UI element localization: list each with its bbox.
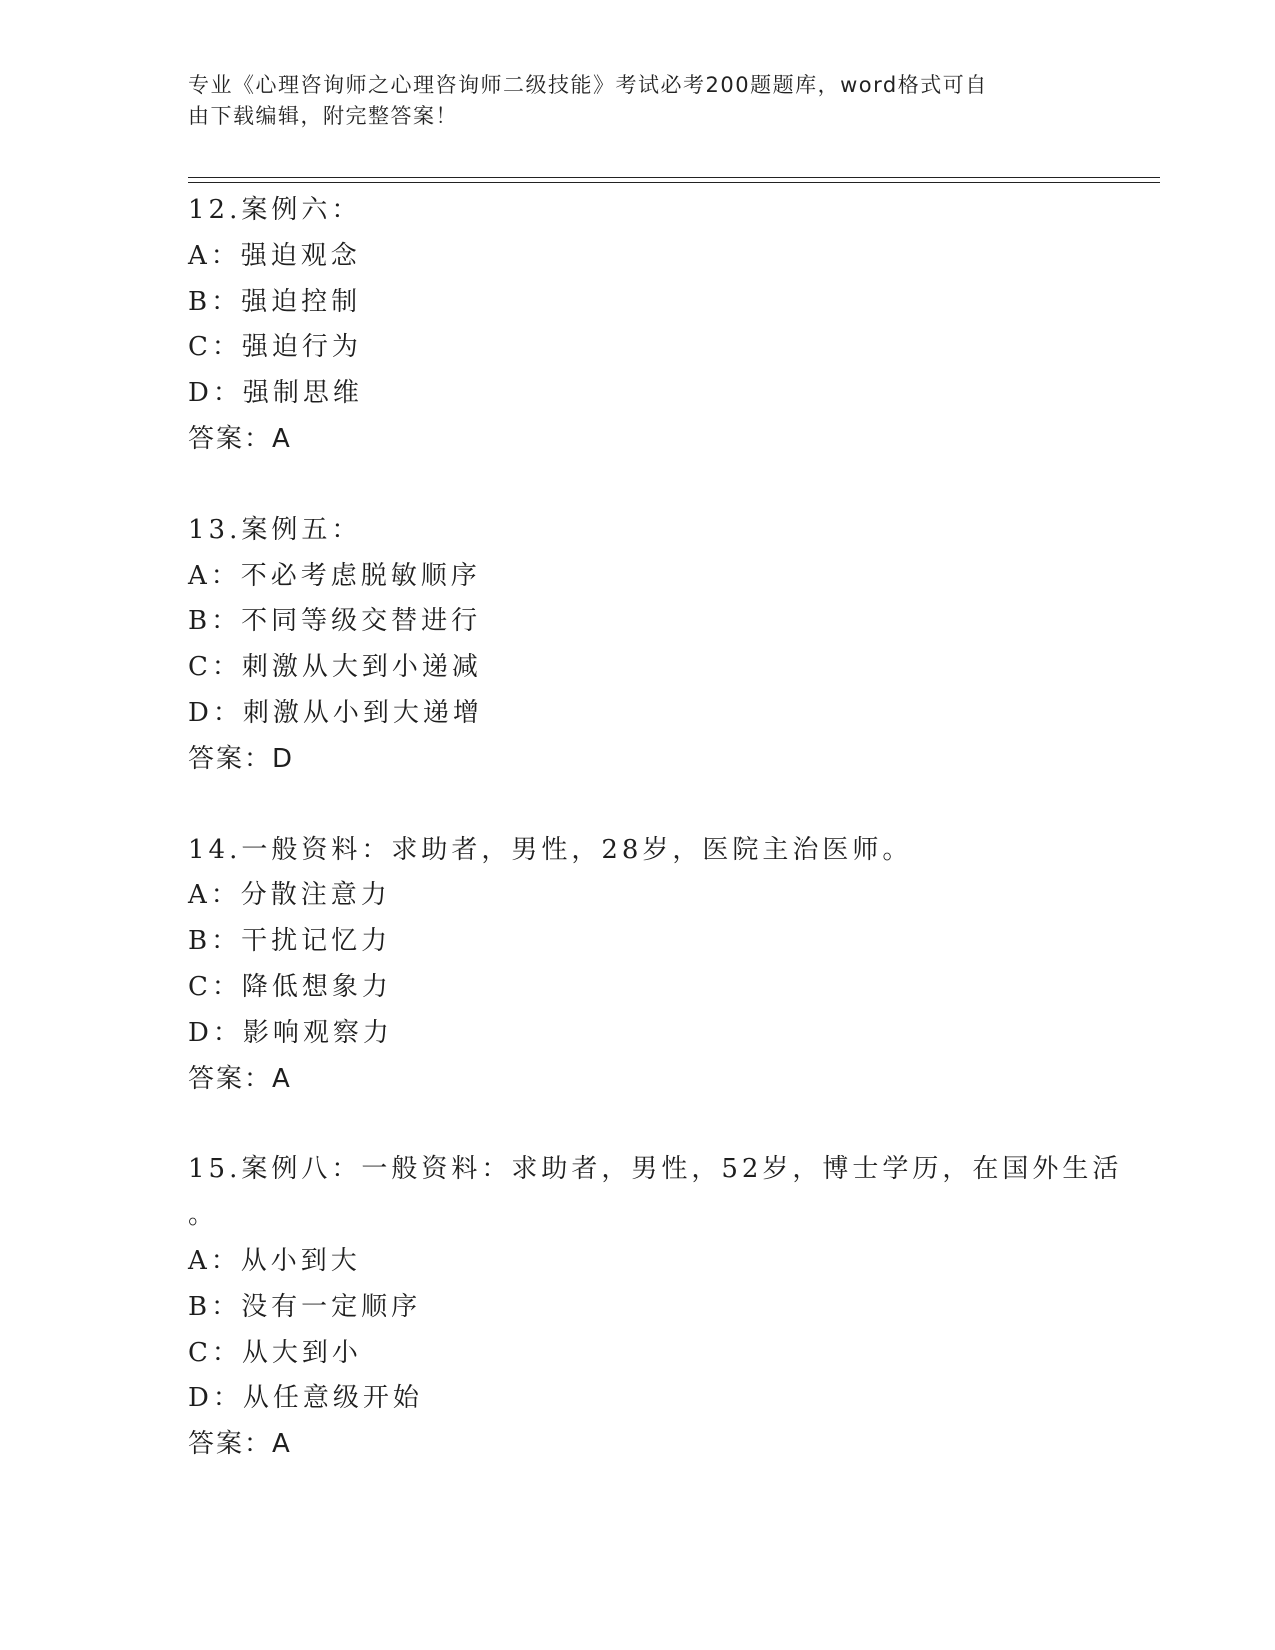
question-stem: 12.案例六： [188,195,362,225]
question-stem: 13.案例五： [188,514,362,545]
answer-line: 答案：D [188,743,295,774]
option-d: D：从任意级开始 [188,1383,423,1414]
option-d: D：影响观察力 [188,1017,393,1048]
option-b: B：干扰记忆力 [188,926,392,957]
option-a: A：分散注意力 [188,880,391,911]
question-12 [188,188,1148,463]
option-d: D：强制思维 [188,378,363,409]
option-c: C：强迫行为 [188,332,362,363]
option-c: C：刺激从大到小递减 [188,652,482,683]
answer-line: 答案：A [188,1429,292,1460]
option-a: A：强迫观念 [188,240,361,271]
option-a: A：不必考虑脱敏顺序 [188,560,481,591]
answer-line: 答案：A [188,423,292,454]
option-a: A：从小到大 [188,1245,361,1276]
answer-line: 答案：A [188,1063,292,1094]
question-stem: 15.案例八：一般资料：求助者，男性，52岁，博士学历，在国外生活 [188,1154,1123,1185]
document-header [188,70,1088,132]
question-13 [188,508,1148,783]
question-stem-continuation: 。 [188,1200,219,1231]
header-divider-bottom [188,182,1160,183]
option-d: D：刺激从小到大递增 [188,697,483,728]
option-b: B：强迫控制 [188,286,362,317]
header-line-2: 由下载编辑，附完整答案！ [188,104,458,128]
question-14 [188,828,1148,1103]
header-divider-top [188,177,1160,178]
question-list [188,188,1148,1513]
option-c: C：从大到小 [188,1337,362,1368]
question-stem: 14.一般资料：求助者，男性，28岁，医院主治医师。 [188,834,913,865]
question-15 [188,1147,1148,1468]
option-b: B：没有一定顺序 [188,1291,422,1322]
option-b: B：不同等级交替进行 [188,606,482,637]
header-line-1: 专业《心理咨询师之心理咨询师二级技能》考试必考200题题库，word格式可自 [188,73,988,97]
option-c: C：降低想象力 [188,971,392,1002]
